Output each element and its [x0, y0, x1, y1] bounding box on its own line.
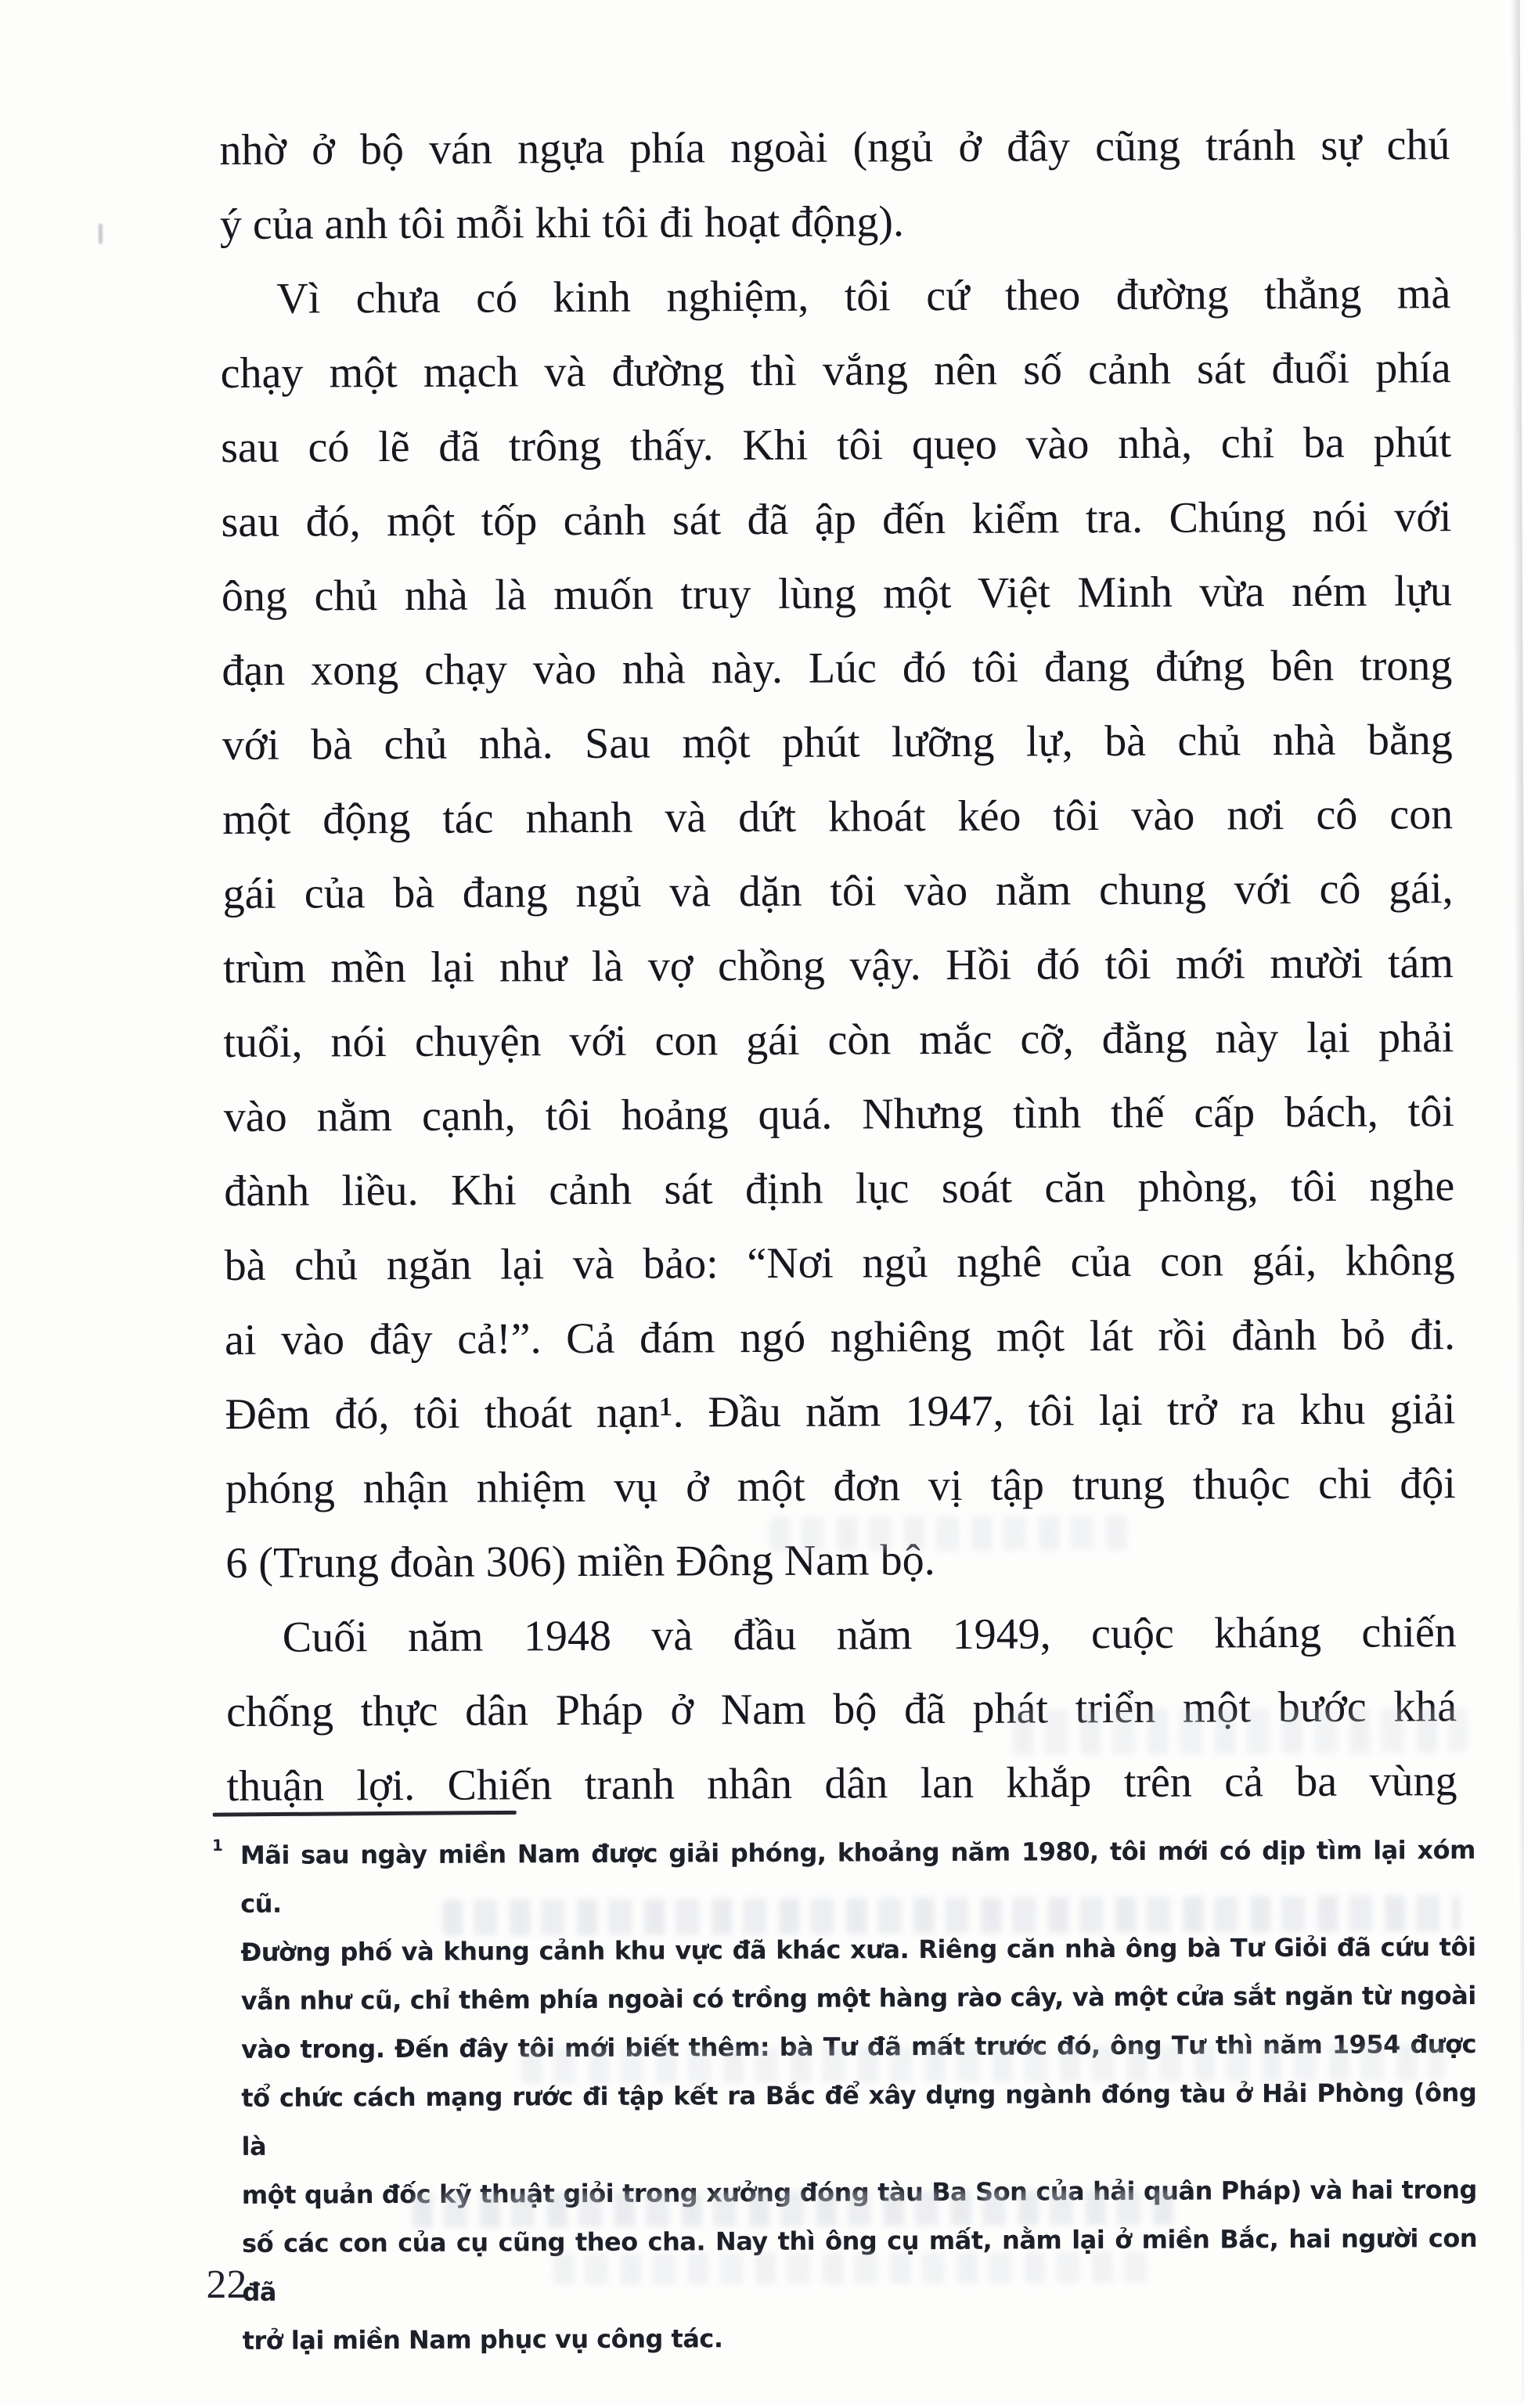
footnote-line: vẫn như cũ, chỉ thêm phía ngoài có trồng một hàng rào cây, và một cửa sắt ngăn từ ngoài — [240, 1981, 1476, 2016]
text-line: phóng nhận nhiệm vụ ở một đơn vị tập trung thuộc chi đội — [225, 1459, 1457, 1513]
text-line: sau đó, một tốp cảnh sát đã ập đến kiểm tra. Chúng nói với — [221, 492, 1452, 547]
footnote-marker: 1 — [211, 1836, 223, 1855]
text-line: ý của anh tôi mỗi khi tôi đi hoạt động). — [219, 197, 905, 250]
page-number: 22 — [206, 2262, 247, 2308]
text-line: chạy một mạch và đường thì vắng nên số cảnh sát đuổi phía — [220, 344, 1451, 398]
text-line: chống thực dân Pháp ở Nam bộ đã phát triển một bước khá — [226, 1682, 1457, 1736]
footnote-line: trở lại miền Nam phục vụ công tác. — [242, 2323, 723, 2356]
text-line: đạn xong chạy vào nhà này. Lúc đó tôi đang đứng bên trong — [222, 641, 1453, 696]
main-text-block — [219, 108, 1457, 1824]
text-line: vào nằm cạnh, tôi hoảng quá. Nhưng tình thế cấp bách, tôi — [223, 1087, 1454, 1142]
footnote-text: Mãi sau ngày miền Nam được giải phóng, khoảng năm 1980, tôi mới có dịp tìm lại xóm cũ. — [240, 1835, 1476, 1919]
footnote-line: một quản đốc kỹ thuật giỏi trong xưởng đóng tàu Ba Son của hải quân Pháp) và hai trong — [241, 2175, 1477, 2210]
text-line: Đêm đó, tôi thoát nạn¹. Đầu năm 1947, tôi lại trở ra khu giải — [225, 1385, 1456, 1439]
text-line: ai vào đây cả!”. Cả đám ngó nghiêng một lát rồi đành bỏ đi. — [224, 1310, 1456, 1364]
bleedthrough-artifact — [413, 2190, 1180, 2228]
bleedthrough-artifact — [769, 1516, 1129, 1552]
text-line: gái của bà đang ngủ và dặn tôi vào nằm chung với cô gái, — [222, 864, 1454, 919]
text-line: một động tác nhanh và dứt khoát kéo tôi vào nơi cô con — [222, 790, 1454, 845]
text-line: nhờ ở bộ ván ngựa phía ngoài (ngủ ở đây cũng tránh sự chú — [219, 121, 1450, 175]
page-edge-shadow — [1511, 0, 1524, 2402]
text-line: bà chủ ngăn lại và bảo: “Nơi ngủ nghê của con gái, không — [224, 1236, 1455, 1291]
footnote-line: vào trong. Đến đây tôi mới biết thêm: bà Tư đã mất trước đó, ông Tư thì năm 1954 được — [240, 2029, 1477, 2064]
text-line: trùm mền lại như là vợ chồng vậy. Hồi đó tôi mới mười tám — [222, 939, 1454, 993]
text-line: 6 (Trung đoàn 306) miền Đông Nam bộ. — [225, 1536, 935, 1588]
footnote-line: tổ chức cách mạng rước đi tập kết ra Bắc để xây dựng ngành đóng tàu ở Hải Phòng (ông là — [241, 2078, 1477, 2161]
bleedthrough-artifact — [553, 2251, 1148, 2285]
bleedthrough-artifact — [521, 2044, 1445, 2084]
text-line: tuổi, nói chuyện với con gái còn mắc cỡ, đằng này lại phải — [223, 1013, 1454, 1068]
bleedthrough-artifact — [1013, 1707, 1467, 1755]
text-line: sau có lẽ đã trông thấy. Khi tôi quẹo vào nhà, chỉ ba phút — [220, 418, 1452, 473]
bleedthrough-artifact — [442, 1895, 1460, 1936]
footnote-line: số các con của cụ cũng theo cha. Nay thì ông cụ mất, nằm lại ở miền Bắc, hai người con đã — [242, 2223, 1478, 2307]
text-line: thuận lợi. Chiến tranh nhân dân lan khắp trên cả ba vùng — [226, 1757, 1457, 1811]
scan-speck — [99, 224, 103, 244]
text-line: ông chủ nhà là muốn truy lùng một Việt Minh vừa ném lựu — [221, 567, 1453, 622]
text-line: đành liều. Khi cảnh sát định lục soát căn phòng, tôi nghe — [224, 1162, 1455, 1217]
text-line: Cuối năm 1948 và đầu năm 1949, cuộc kháng chiến — [282, 1608, 1457, 1662]
footnote-line: Đường phố và khung cảnh khu vực đã khác xưa. Riêng căn nhà ông bà Tư Giỏi đã cứu tôi — [240, 1932, 1476, 1967]
text-line: Vì chưa có kinh nghiệm, tôi cứ theo đường thẳng mà — [276, 269, 1451, 323]
text-line: với bà chủ nhà. Sau một phút lưỡng lự, bà chủ nhà bằng — [222, 716, 1453, 770]
